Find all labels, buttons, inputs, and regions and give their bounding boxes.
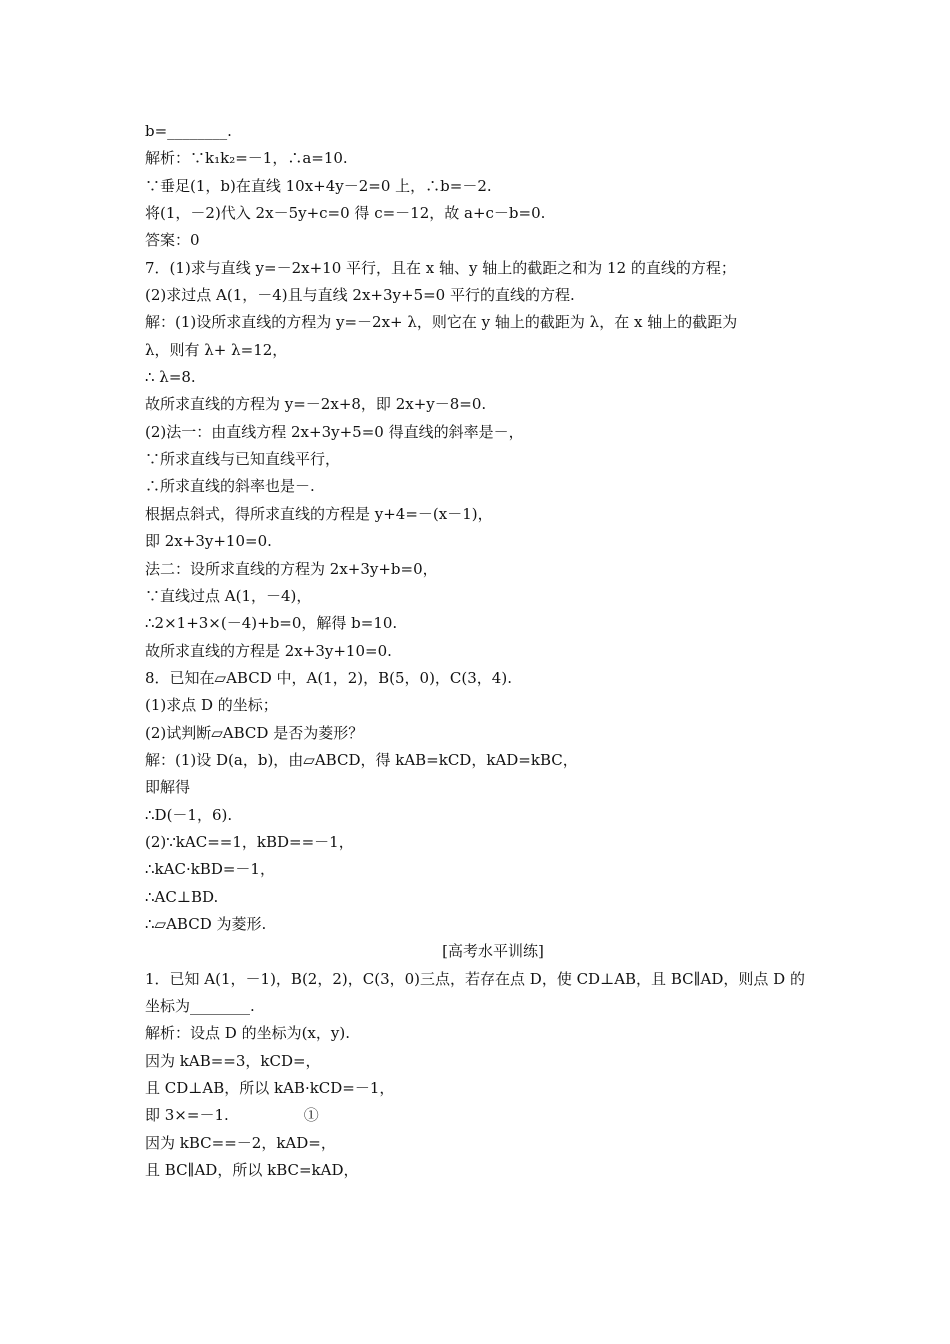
text-line: (2)∵kAC==1，kBD==－1， xyxy=(145,832,354,851)
text-line: 法二：设所求直线的方程为 2x+3y+b=0， xyxy=(145,559,438,578)
text-line: (1)求点 D 的坐标； xyxy=(145,696,278,715)
text-line: 根据点斜式，得所求直线的方程是 y+4=－(x－1)， xyxy=(145,504,493,523)
text-line: λ，则有 λ+ λ=12， xyxy=(145,340,288,359)
problem-7-part-1: 7．(1)求与直线 y=－2x+10 平行，且在 x 轴、y 轴上的截距之和为 12 的直线的方程； xyxy=(145,258,736,277)
text-line: 即 3×=－1. ① xyxy=(145,1106,319,1125)
text-line: ∴AC⊥BD. xyxy=(145,887,219,906)
text-line: 即 2x+3y+10=0. xyxy=(145,532,272,551)
text-line: 答案：0 xyxy=(145,231,200,250)
text-line: b=________. xyxy=(145,122,232,140)
text-line: ∴D(－1，6). xyxy=(145,805,233,824)
text-line: 解：(1)设 D(a，b)，由▱ABCD，得 kAB=kCD，kAD=kBC， xyxy=(145,750,578,769)
text-line: 且 BC∥AD，所以 kBC=kAD， xyxy=(145,1161,359,1180)
problem-1-statement: 1．已知 A(1，－1)，B(2，2)，C(3，0)三点，若存在点 D，使 CD⊥AB，且 BC∥AD，则点 D 的 xyxy=(145,969,805,988)
text-line: 坐标为________. xyxy=(145,997,255,1015)
text-line: (2)法一：由直线方程 2x+3y+5=0 得直线的斜率是－， xyxy=(145,422,524,441)
text-line: ∴2×1+3×(－4)+b=0，解得 b=10. xyxy=(145,614,398,633)
text-line: ∴ λ=8. xyxy=(145,368,196,387)
text-line: 故所求直线的方程为 y=－2x+8，即 2x+y－8=0. xyxy=(145,395,487,414)
problem-7-part-2: (2)求过点 A(1，－4)且与直线 2x+3y+5=0 平行的直线的方程. xyxy=(145,286,575,305)
text-line: 因为 kBC==－2，kAD=， xyxy=(145,1133,336,1152)
text-line: 即解得 xyxy=(145,778,191,797)
text-line: ∵垂足(1，b)在直线 10x+4y－2=0 上，∴b=－2. xyxy=(145,176,492,195)
document-page xyxy=(145,118,825,1184)
text-line: ∵所求直线与已知直线平行， xyxy=(145,450,341,469)
text-line: 解析：设点 D 的坐标为(x，y). xyxy=(145,1024,350,1043)
problem-8-statement: 8．已知在▱ABCD 中，A(1，2)，B(5，0)，C(3，4). xyxy=(145,668,512,687)
text-line: ∴▱ABCD 为菱形. xyxy=(145,914,267,933)
text-line: ∴所求直线的斜率也是－. xyxy=(145,477,315,496)
text-line: 解：(1)设所求直线的方程为 y=－2x+ λ，则它在 y 轴上的截距为 λ，在 x 轴上的截距为 xyxy=(145,313,738,332)
text-line: 将(1，－2)代入 2x－5y+c=0 得 c=－12，故 a+c－b=0. xyxy=(145,204,546,223)
text-line: 且 CD⊥AB，所以 kAB·kCD=－1， xyxy=(145,1079,395,1098)
text-line: 因为 kAB==3，kCD=， xyxy=(145,1051,321,1070)
text-line: ∴kAC·kBD=－1， xyxy=(145,860,275,879)
text-line: (2)试判断▱ABCD 是否为菱形？ xyxy=(145,723,364,742)
text-line: ∵直线过点 A(1，－4)， xyxy=(145,586,312,605)
text-line: 解析：∵k₁k₂=－1，∴a=10. xyxy=(145,149,348,168)
section-heading: [高考水平训练] xyxy=(442,942,544,961)
text-line: 故所求直线的方程是 2x+3y+10=0. xyxy=(145,641,392,660)
